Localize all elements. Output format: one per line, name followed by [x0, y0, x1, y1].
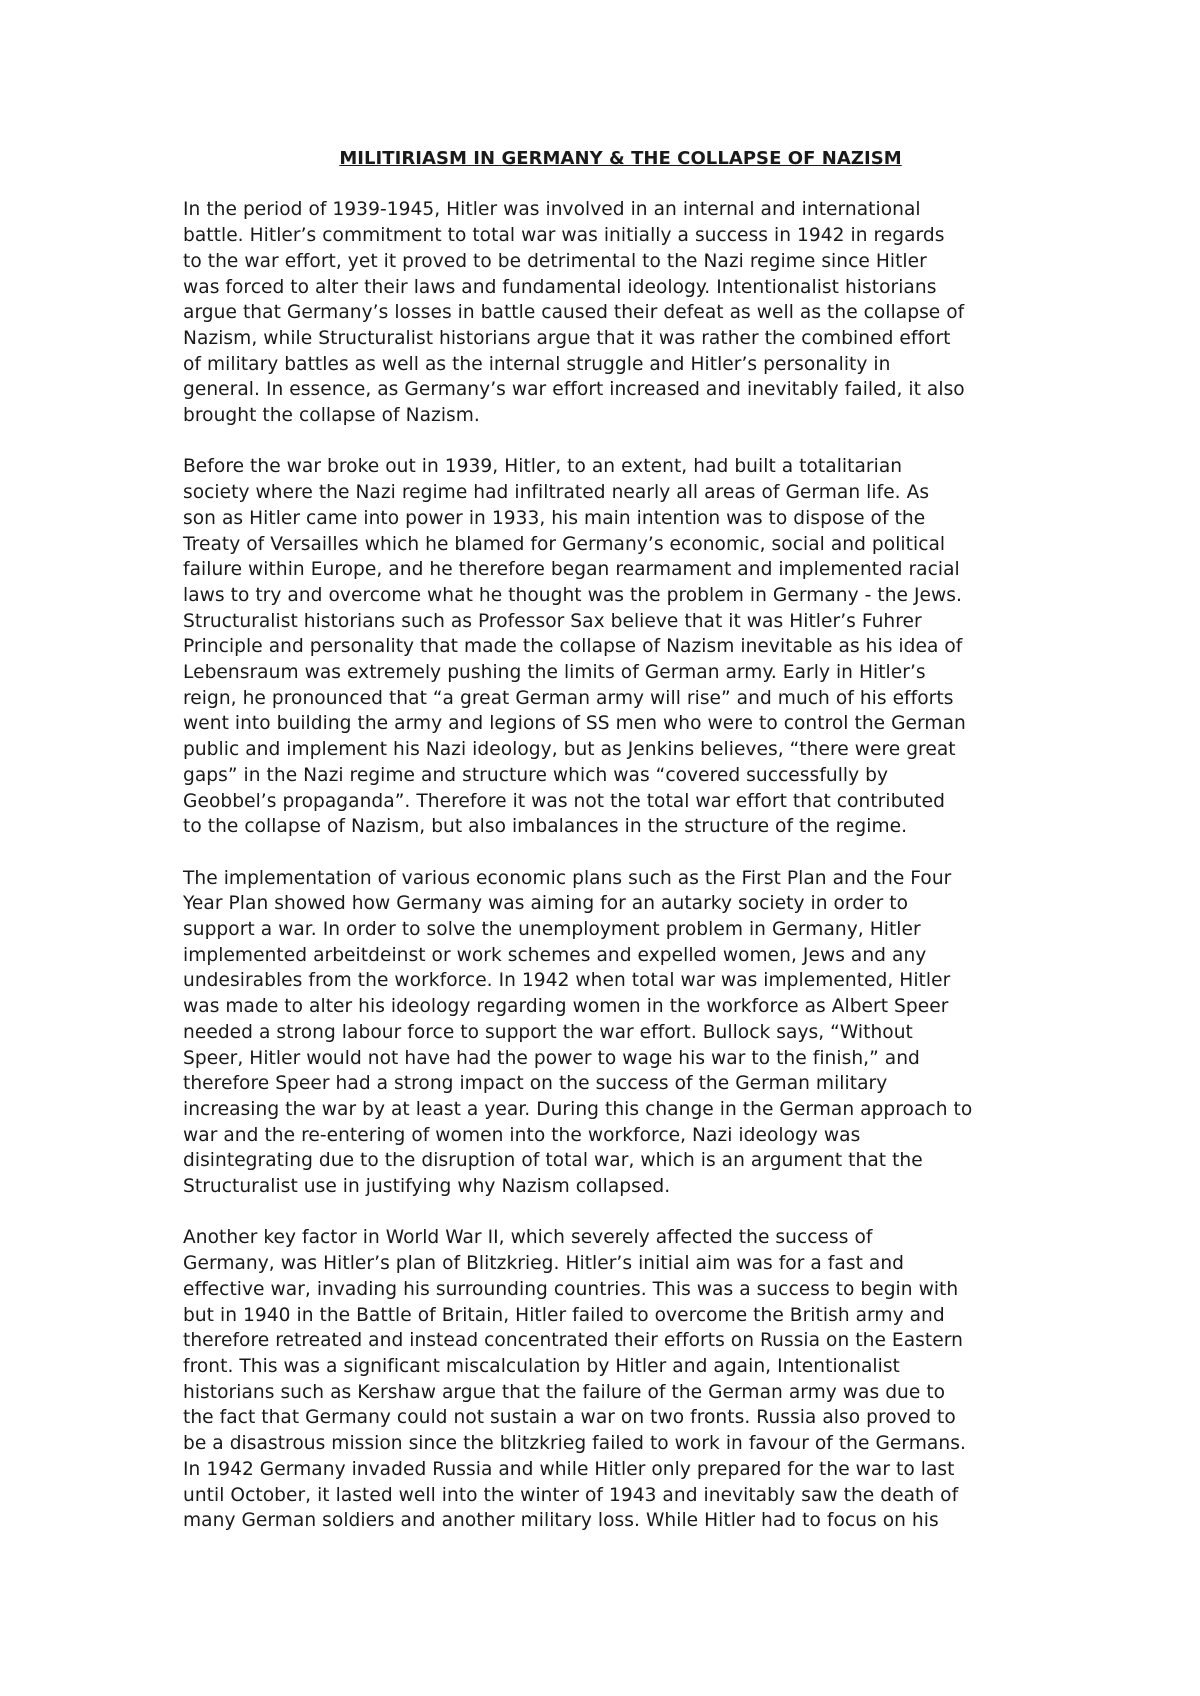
text-line: increasing the war by at least a year. During this change in the German approach to [183, 1098, 973, 1120]
text-line: public and implement his Nazi ideology, but as Jenkins believes, “there were great [183, 739, 956, 761]
text-line: In the period of 1939-1945, Hitler was involved in an internal and international [183, 199, 921, 221]
paragraph-economic-plans [183, 866, 1028, 1200]
text-line: of military battles as well as the internal struggle and Hitler’s personality in [183, 353, 891, 375]
text-line: Nazism, while Structuralist historians argue that it was rather the combined effort [183, 327, 951, 349]
text-line: therefore Speer had a strong impact on the success of the German military [183, 1073, 888, 1095]
text-line: Structuralist historians such as Professor Sax believe that it was Hitler’s Fuhrer [183, 610, 922, 632]
text-line: society where the Nazi regime had infiltrated nearly all areas of German life. As [183, 482, 930, 504]
text-line: until October, it lasted well into the winter of 1943 and inevitably saw the death of [183, 1484, 959, 1506]
text-line: The implementation of various economic plans such as the First Plan and the Four [183, 867, 952, 889]
document-body [183, 146, 1028, 1560]
text-line: was made to alter his ideology regarding women in the workforce as Albert Speer [183, 996, 949, 1018]
text-line: many German soldiers and another military loss. While Hitler had to focus on his [183, 1510, 939, 1532]
text-line: Another key factor in World War II, which severely affected the success of [183, 1227, 873, 1249]
text-line: be a disastrous mission since the blitzkrieg failed to work in favour of the Germans. [183, 1433, 966, 1455]
text-line: Before the war broke out in 1939, Hitler, to an extent, had built a totalitarian [183, 456, 903, 478]
text-line: In 1942 Germany invaded Russia and while Hitler only prepared for the war to last [183, 1458, 955, 1480]
text-line: battle. Hitler’s commitment to total war was initially a success in 1942 in regards [183, 225, 945, 247]
title-spacer [183, 172, 1028, 198]
paragraph-intro [183, 197, 1028, 428]
text-line: implemented arbeitdeinst or work schemes and expelled women, Jews and any [183, 944, 927, 966]
text-line: went into building the army and legions of SS men who were to control the German [183, 713, 966, 735]
text-line: son as Hitler came into power in 1933, his main intention was to dispose of the [183, 507, 926, 529]
text-line: disintegrating due to the disruption of total war, which is an argument that the [183, 1150, 923, 1172]
text-line: war and the re-entering of women into the workforce, Nazi ideology was [183, 1124, 861, 1146]
text-line: Lebensraum was extremely pushing the limits of German army. Early in Hitler’s [183, 662, 926, 684]
text-line: Year Plan showed how Germany was aiming for an autarky society in order to [183, 893, 909, 915]
text-line: general. In essence, as Germany’s war effort increased and inevitably failed, it also [183, 379, 965, 401]
text-line: historians such as Kershaw argue that the failure of the German army was due to [183, 1381, 946, 1403]
text-line: the fact that Germany could not sustain a war on two fronts. Russia also proved to [183, 1407, 956, 1429]
text-line: was forced to alter their laws and fundamental ideology. Intentionalist historians [183, 276, 937, 298]
text-line: Geobbel’s propaganda”. Therefore it was not the total war effort that contributed [183, 790, 945, 812]
text-line: Treaty of Versailles which he blamed for Germany’s economic, social and political [183, 533, 946, 555]
text-line: Germany, was Hitler’s plan of Blitzkrieg. Hitler’s initial aim was for a fast and [183, 1253, 905, 1275]
paragraph-prewar [183, 454, 1028, 840]
text-line: Structuralist use in justifying why Nazism collapsed. [183, 1176, 671, 1198]
text-line: support a war. In order to solve the unemployment problem in Germany, Hitler [183, 919, 921, 941]
text-line: front. This was a significant miscalculation by Hitler and again, Intentionalist [183, 1355, 900, 1377]
text-line: brought the collapse of Nazism. [183, 405, 480, 427]
text-line: to the collapse of Nazism, but also imbalances in the structure of the regime. [183, 816, 908, 838]
text-line: therefore retreated and instead concentrated their efforts on Russia on the Eastern [183, 1330, 963, 1352]
text-line: laws to try and overcome what he thought was the problem in Germany - the Jews. [183, 584, 962, 606]
text-line: but in 1940 in the Battle of Britain, Hitler failed to overcome the British army and [183, 1304, 945, 1326]
paragraph-blitzkrieg [183, 1225, 1028, 1533]
text-line: Principle and personality that made the collapse of Nazism inevitable as his idea of [183, 636, 963, 658]
text-line: failure within Europe, and he therefore began rearmament and implemented racial [183, 559, 960, 581]
text-line: Speer, Hitler would not have had the power to wage his war to the finish,” and [183, 1047, 920, 1069]
text-line: gaps” in the Nazi regime and structure which was “covered successfully by [183, 764, 889, 786]
text-line: reign, he pronounced that “a great German army will rise” and much of his efforts [183, 687, 954, 709]
text-line: needed a strong labour force to support the war effort. Bullock says, “Without [183, 1021, 913, 1043]
text-line: to the war effort, yet it proved to be detrimental to the Nazi regime since Hitler [183, 250, 927, 272]
text-line: argue that Germany’s losses in battle caused their defeat as well as the collapse of [183, 302, 965, 324]
text-line: effective war, invading his surrounding countries. This was a success to begin with [183, 1278, 959, 1300]
text-line: undesirables from the workforce. In 1942 when total war was implemented, Hitler [183, 970, 951, 992]
document-title: MILITIRIASM IN GERMANY & THE COLLAPSE OF NAZISM [339, 148, 902, 169]
